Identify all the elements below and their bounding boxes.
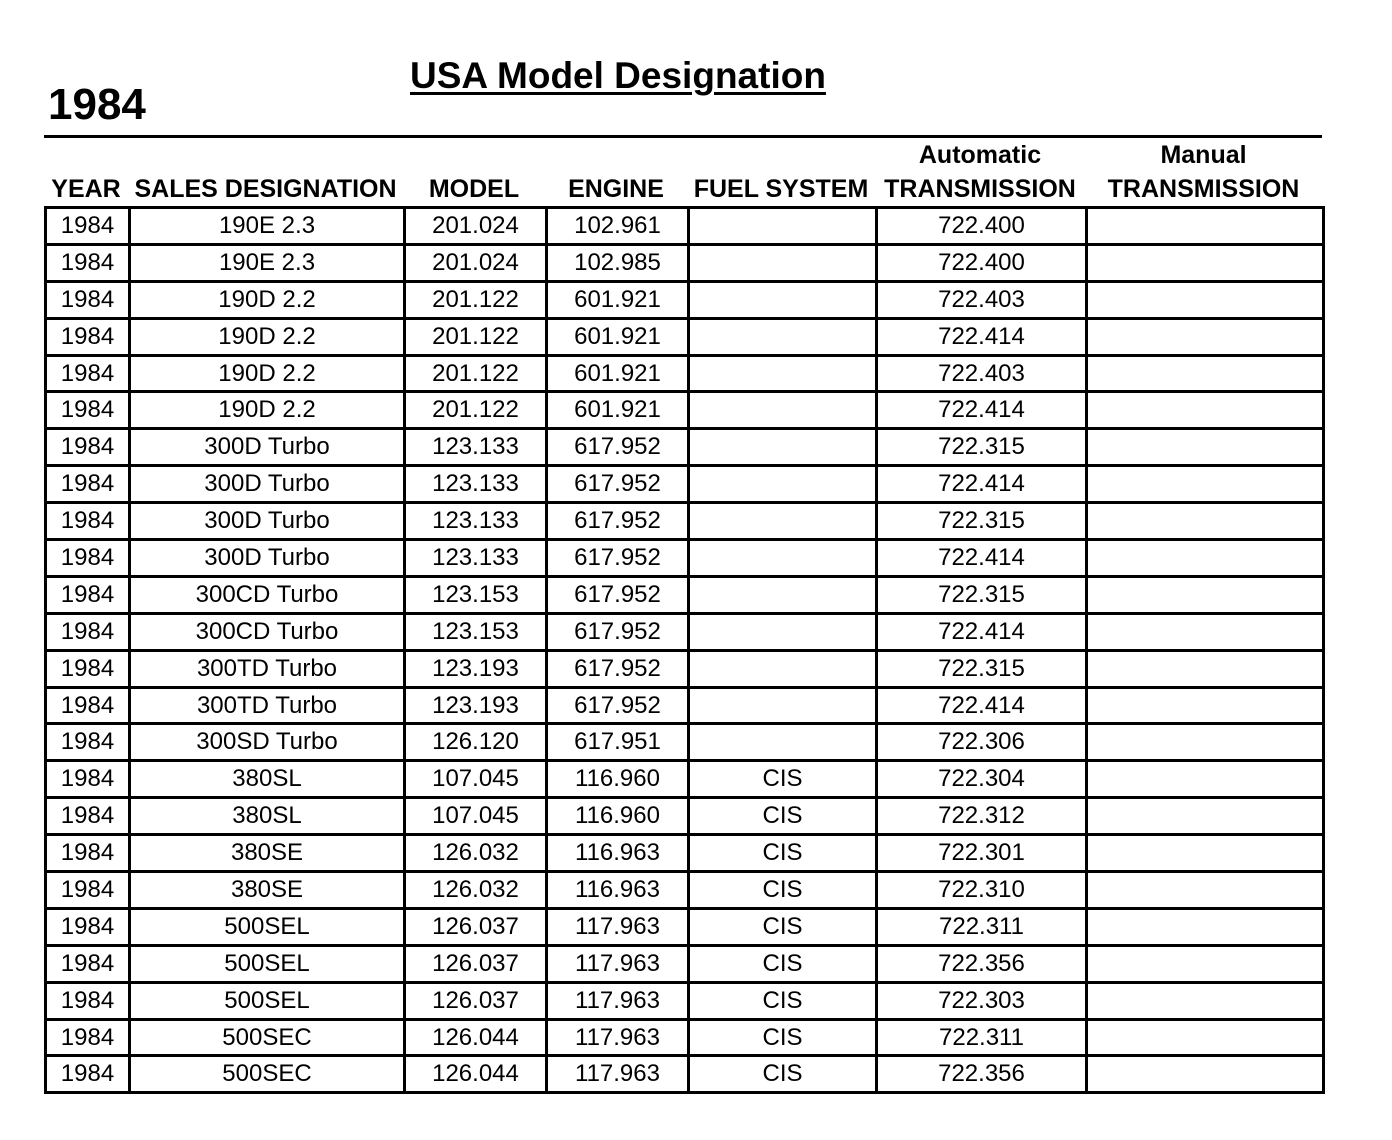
- fuel-system-cell: [689, 503, 877, 540]
- column-header-sales-designation: [128, 138, 403, 206]
- fuel-system-cell: [689, 429, 877, 466]
- model-cell: 123.193: [405, 650, 547, 687]
- automatic-transmission-cell: 722.356: [877, 945, 1087, 982]
- sales-designation-cell: 500SEL: [130, 908, 405, 945]
- year-cell: 1984: [46, 650, 130, 687]
- fuel-system-cell: [689, 724, 877, 761]
- manual-transmission-cell: [1087, 576, 1324, 613]
- engine-cell: 601.921: [547, 355, 689, 392]
- model-cell: 126.037: [405, 908, 547, 945]
- year-cell: 1984: [46, 429, 130, 466]
- model-cell: 126.120: [405, 724, 547, 761]
- engine-cell: 116.960: [547, 761, 689, 798]
- table-row: [46, 318, 1324, 355]
- automatic-transmission-cell: 722.315: [877, 650, 1087, 687]
- column-header-line2: TRANSMISSION: [1107, 175, 1300, 203]
- automatic-transmission-cell: 722.315: [877, 576, 1087, 613]
- sales-designation-cell: 500SEL: [130, 945, 405, 982]
- table-row: [46, 576, 1324, 613]
- manual-transmission-cell: [1087, 650, 1324, 687]
- table-row: [46, 244, 1324, 281]
- page-title: USA Model Designation: [410, 55, 826, 96]
- manual-transmission-cell: [1087, 798, 1324, 835]
- model-cell: 123.193: [405, 687, 547, 724]
- fuel-system-cell: [689, 613, 877, 650]
- sales-designation-cell: 300D Turbo: [130, 429, 405, 466]
- fuel-system-cell: [689, 392, 877, 429]
- table-row: [46, 281, 1324, 318]
- sales-designation-cell: 190D 2.2: [130, 318, 405, 355]
- year-cell: 1984: [46, 724, 130, 761]
- manual-transmission-cell: [1087, 613, 1324, 650]
- table-row: [46, 687, 1324, 724]
- year-cell: 1984: [46, 798, 130, 835]
- manual-transmission-cell: [1087, 244, 1324, 281]
- column-header-line1: Manual: [1160, 141, 1247, 169]
- manual-transmission-cell: [1087, 318, 1324, 355]
- sales-designation-cell: 190E 2.3: [130, 244, 405, 281]
- sales-designation-cell: 190D 2.2: [130, 392, 405, 429]
- fuel-system-cell: [689, 355, 877, 392]
- column-header-line2: ENGINE: [568, 175, 664, 203]
- automatic-transmission-cell: 722.403: [877, 355, 1087, 392]
- fuel-system-cell: CIS: [689, 908, 877, 945]
- year-cell: 1984: [46, 355, 130, 392]
- model-cell: 201.024: [405, 244, 547, 281]
- model-cell: 126.032: [405, 872, 547, 909]
- sales-designation-cell: 190D 2.2: [130, 281, 405, 318]
- manual-transmission-cell: [1087, 429, 1324, 466]
- year-cell: 1984: [46, 208, 130, 245]
- fuel-system-cell: [689, 281, 877, 318]
- engine-cell: 601.921: [547, 281, 689, 318]
- automatic-transmission-cell: 722.311: [877, 908, 1087, 945]
- table-row: [46, 208, 1324, 245]
- fuel-system-cell: CIS: [689, 945, 877, 982]
- automatic-transmission-cell: 722.310: [877, 872, 1087, 909]
- sales-designation-cell: 300D Turbo: [130, 466, 405, 503]
- table-row: [46, 429, 1324, 466]
- automatic-transmission-cell: 722.414: [877, 318, 1087, 355]
- engine-cell: 617.952: [547, 650, 689, 687]
- table-row: [46, 613, 1324, 650]
- manual-transmission-cell: [1087, 982, 1324, 1019]
- sales-designation-cell: 190D 2.2: [130, 355, 405, 392]
- manual-transmission-cell: [1087, 724, 1324, 761]
- model-cell: 107.045: [405, 798, 547, 835]
- fuel-system-cell: [689, 466, 877, 503]
- table-row: [46, 355, 1324, 392]
- column-header-line2: MODEL: [428, 175, 520, 203]
- engine-cell: 617.952: [547, 687, 689, 724]
- year-cell: 1984: [46, 540, 130, 577]
- engine-cell: 116.963: [547, 872, 689, 909]
- table-row: [46, 872, 1324, 909]
- table-row: [46, 908, 1324, 945]
- manual-transmission-cell: [1087, 1019, 1324, 1056]
- model-cell: 123.133: [405, 503, 547, 540]
- fuel-system-cell: CIS: [689, 1056, 877, 1093]
- automatic-transmission-cell: 722.414: [877, 540, 1087, 577]
- table-row: [46, 1019, 1324, 1056]
- automatic-transmission-cell: 722.414: [877, 466, 1087, 503]
- engine-cell: 117.963: [547, 982, 689, 1019]
- model-cell: 201.122: [405, 355, 547, 392]
- table-row: [46, 466, 1324, 503]
- manual-transmission-cell: [1087, 466, 1324, 503]
- year-cell: 1984: [46, 1019, 130, 1056]
- manual-transmission-cell: [1087, 281, 1324, 318]
- column-header-line2: YEAR: [51, 175, 121, 203]
- column-header-line1: Automatic: [918, 141, 1042, 169]
- year-cell: 1984: [46, 908, 130, 945]
- table-row: [46, 540, 1324, 577]
- year-cell: 1984: [46, 613, 130, 650]
- model-designation-table: [44, 206, 1325, 1094]
- table-row: [46, 761, 1324, 798]
- model-cell: 201.024: [405, 208, 547, 245]
- model-cell: 201.122: [405, 392, 547, 429]
- manual-transmission-cell: [1087, 908, 1324, 945]
- sales-designation-cell: 300CD Turbo: [130, 576, 405, 613]
- automatic-transmission-cell: 722.304: [877, 761, 1087, 798]
- year-cell: 1984: [46, 687, 130, 724]
- manual-transmission-cell: [1087, 835, 1324, 872]
- year-cell: 1984: [46, 576, 130, 613]
- column-header-model: [403, 138, 545, 206]
- sales-designation-cell: 380SL: [130, 798, 405, 835]
- year-cell: 1984: [46, 503, 130, 540]
- automatic-transmission-cell: 722.311: [877, 1019, 1087, 1056]
- table-row: [46, 503, 1324, 540]
- sales-designation-cell: 300D Turbo: [130, 503, 405, 540]
- fuel-system-cell: CIS: [689, 798, 877, 835]
- table-row: [46, 798, 1324, 835]
- fuel-system-cell: [689, 208, 877, 245]
- automatic-transmission-cell: 722.315: [877, 503, 1087, 540]
- automatic-transmission-cell: 722.414: [877, 687, 1087, 724]
- sales-designation-cell: 300D Turbo: [130, 540, 405, 577]
- column-header-manual-transmission: [1085, 138, 1322, 206]
- manual-transmission-cell: [1087, 761, 1324, 798]
- sales-designation-cell: 500SEC: [130, 1056, 405, 1093]
- fuel-system-cell: CIS: [689, 761, 877, 798]
- fuel-system-cell: [689, 540, 877, 577]
- year-cell: 1984: [46, 1056, 130, 1093]
- year-cell: 1984: [46, 244, 130, 281]
- automatic-transmission-cell: 722.312: [877, 798, 1087, 835]
- model-cell: 123.153: [405, 613, 547, 650]
- table-row: [46, 392, 1324, 429]
- fuel-system-cell: CIS: [689, 982, 877, 1019]
- manual-transmission-cell: [1087, 687, 1324, 724]
- fuel-system-cell: CIS: [689, 835, 877, 872]
- automatic-transmission-cell: 722.414: [877, 613, 1087, 650]
- manual-transmission-cell: [1087, 503, 1324, 540]
- sales-designation-cell: 380SE: [130, 872, 405, 909]
- automatic-transmission-cell: 722.403: [877, 281, 1087, 318]
- engine-cell: 117.963: [547, 1056, 689, 1093]
- table-row: [46, 982, 1324, 1019]
- model-cell: 201.122: [405, 318, 547, 355]
- sales-designation-cell: 300TD Turbo: [130, 687, 405, 724]
- model-cell: 123.133: [405, 429, 547, 466]
- fuel-system-cell: [689, 576, 877, 613]
- column-header-row: [44, 138, 1322, 206]
- automatic-transmission-cell: 722.315: [877, 429, 1087, 466]
- column-header-engine: [545, 138, 687, 206]
- manual-transmission-cell: [1087, 392, 1324, 429]
- engine-cell: 102.961: [547, 208, 689, 245]
- sales-designation-cell: 500SEC: [130, 1019, 405, 1056]
- fuel-system-cell: CIS: [689, 1019, 877, 1056]
- sales-designation-cell: 190E 2.3: [130, 208, 405, 245]
- sales-designation-cell: 380SE: [130, 835, 405, 872]
- fuel-system-cell: [689, 318, 877, 355]
- year-cell: 1984: [46, 761, 130, 798]
- table-body: [46, 208, 1324, 1093]
- engine-cell: 617.951: [547, 724, 689, 761]
- sales-designation-cell: 300TD Turbo: [130, 650, 405, 687]
- table-row: [46, 650, 1324, 687]
- model-cell: 126.037: [405, 982, 547, 1019]
- automatic-transmission-cell: 722.414: [877, 392, 1087, 429]
- engine-cell: 116.960: [547, 798, 689, 835]
- sales-designation-cell: 500SEL: [130, 982, 405, 1019]
- sales-designation-cell: 300CD Turbo: [130, 613, 405, 650]
- model-cell: 123.153: [405, 576, 547, 613]
- year-cell: 1984: [46, 281, 130, 318]
- column-header-year: [44, 138, 128, 206]
- automatic-transmission-cell: 722.356: [877, 1056, 1087, 1093]
- manual-transmission-cell: [1087, 872, 1324, 909]
- year-cell: 1984: [46, 392, 130, 429]
- manual-transmission-cell: [1087, 540, 1324, 577]
- year-cell: 1984: [46, 318, 130, 355]
- fuel-system-cell: [689, 687, 877, 724]
- engine-cell: 117.963: [547, 1019, 689, 1056]
- model-cell: 107.045: [405, 761, 547, 798]
- engine-cell: 117.963: [547, 945, 689, 982]
- table-row: [46, 724, 1324, 761]
- year-cell: 1984: [46, 982, 130, 1019]
- column-header-automatic-transmission: [875, 138, 1085, 206]
- manual-transmission-cell: [1087, 208, 1324, 245]
- automatic-transmission-cell: 722.306: [877, 724, 1087, 761]
- manual-transmission-cell: [1087, 1056, 1324, 1093]
- fuel-system-cell: [689, 650, 877, 687]
- sales-designation-cell: 380SL: [130, 761, 405, 798]
- year-cell: 1984: [46, 466, 130, 503]
- column-header-line2: SALES DESIGNATION: [134, 175, 397, 203]
- column-header-line2: FUEL SYSTEM: [693, 175, 869, 203]
- column-header-fuel-system: [687, 138, 875, 206]
- page-year: 1984: [48, 80, 146, 129]
- table-row: [46, 1056, 1324, 1093]
- model-cell: 123.133: [405, 540, 547, 577]
- engine-cell: 617.952: [547, 466, 689, 503]
- engine-cell: 116.963: [547, 835, 689, 872]
- automatic-transmission-cell: 722.301: [877, 835, 1087, 872]
- year-cell: 1984: [46, 872, 130, 909]
- manual-transmission-cell: [1087, 945, 1324, 982]
- model-cell: 123.133: [405, 466, 547, 503]
- model-cell: 126.044: [405, 1056, 547, 1093]
- model-cell: 126.037: [405, 945, 547, 982]
- engine-cell: 617.952: [547, 576, 689, 613]
- engine-cell: 617.952: [547, 503, 689, 540]
- engine-cell: 617.952: [547, 613, 689, 650]
- engine-cell: 601.921: [547, 318, 689, 355]
- model-cell: 126.032: [405, 835, 547, 872]
- fuel-system-cell: CIS: [689, 872, 877, 909]
- year-cell: 1984: [46, 835, 130, 872]
- manual-transmission-cell: [1087, 355, 1324, 392]
- table-row: [46, 835, 1324, 872]
- fuel-system-cell: [689, 244, 877, 281]
- table-row: [46, 945, 1324, 982]
- engine-cell: 102.985: [547, 244, 689, 281]
- engine-cell: 617.952: [547, 429, 689, 466]
- model-cell: 201.122: [405, 281, 547, 318]
- automatic-transmission-cell: 722.303: [877, 982, 1087, 1019]
- year-cell: 1984: [46, 945, 130, 982]
- model-cell: 126.044: [405, 1019, 547, 1056]
- engine-cell: 117.963: [547, 908, 689, 945]
- automatic-transmission-cell: 722.400: [877, 208, 1087, 245]
- automatic-transmission-cell: 722.400: [877, 244, 1087, 281]
- engine-cell: 617.952: [547, 540, 689, 577]
- column-header-line2: TRANSMISSION: [884, 175, 1076, 203]
- engine-cell: 601.921: [547, 392, 689, 429]
- sales-designation-cell: 300SD Turbo: [130, 724, 405, 761]
